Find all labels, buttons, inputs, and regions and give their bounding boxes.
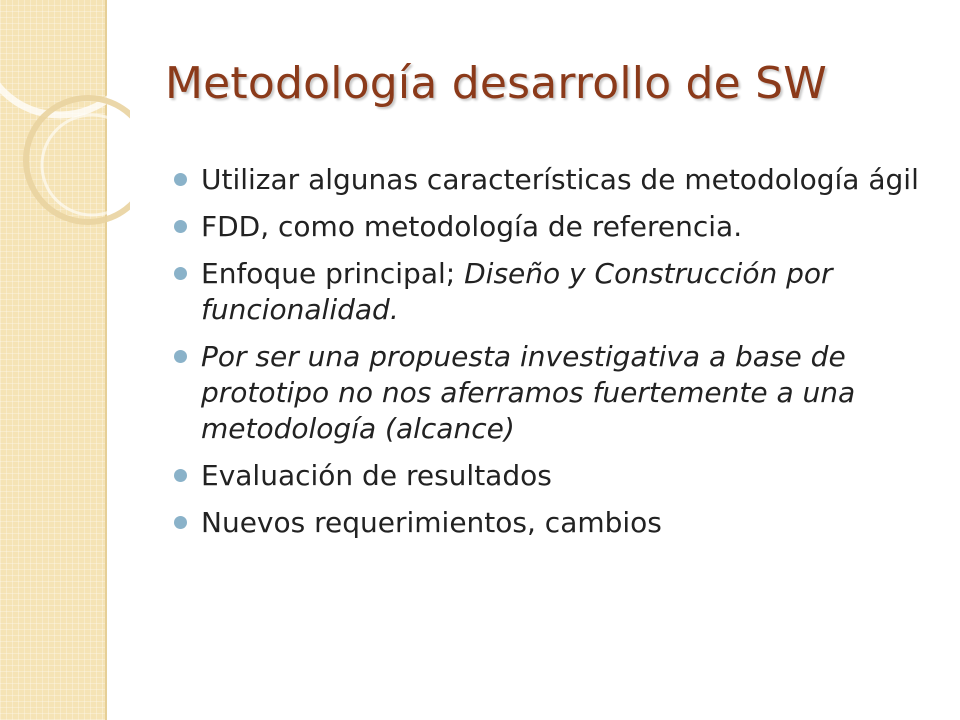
bullet-item bbox=[172, 339, 932, 447]
slide-title: Metodología desarrollo de SW bbox=[165, 58, 827, 109]
bullet-text: Evaluación de resultados bbox=[201, 459, 552, 492]
bullet-dot-icon bbox=[174, 220, 187, 233]
bullet-text: Diseño y Construcción por funcionalidad. bbox=[201, 257, 833, 326]
bullet-dot-icon bbox=[174, 469, 187, 482]
bullet-list bbox=[172, 162, 932, 552]
bullet-item bbox=[172, 458, 932, 494]
bullet-dot-icon bbox=[174, 267, 187, 280]
bullet-item bbox=[172, 505, 932, 541]
bullet-text: Enfoque principal; bbox=[201, 257, 465, 290]
bullet-dot-icon bbox=[174, 516, 187, 529]
bullet-dot-icon bbox=[174, 173, 187, 186]
bullet-text: Nuevos requerimientos, cambios bbox=[201, 506, 662, 539]
bullet-item bbox=[172, 256, 932, 328]
bullet-text: Por ser una propuesta investigativa a base de prototipo no nos aferramos fuertemente a una metodología (alcance) bbox=[201, 340, 856, 445]
bullet-dot-icon bbox=[174, 350, 187, 363]
bullet-text: Utilizar algunas características de metodología ágil bbox=[201, 163, 919, 196]
decorative-circles-graphic bbox=[0, 0, 130, 260]
bullet-text: FDD, como metodología de referencia. bbox=[201, 210, 743, 243]
bullet-item bbox=[172, 209, 932, 245]
bullet-item bbox=[172, 162, 932, 198]
